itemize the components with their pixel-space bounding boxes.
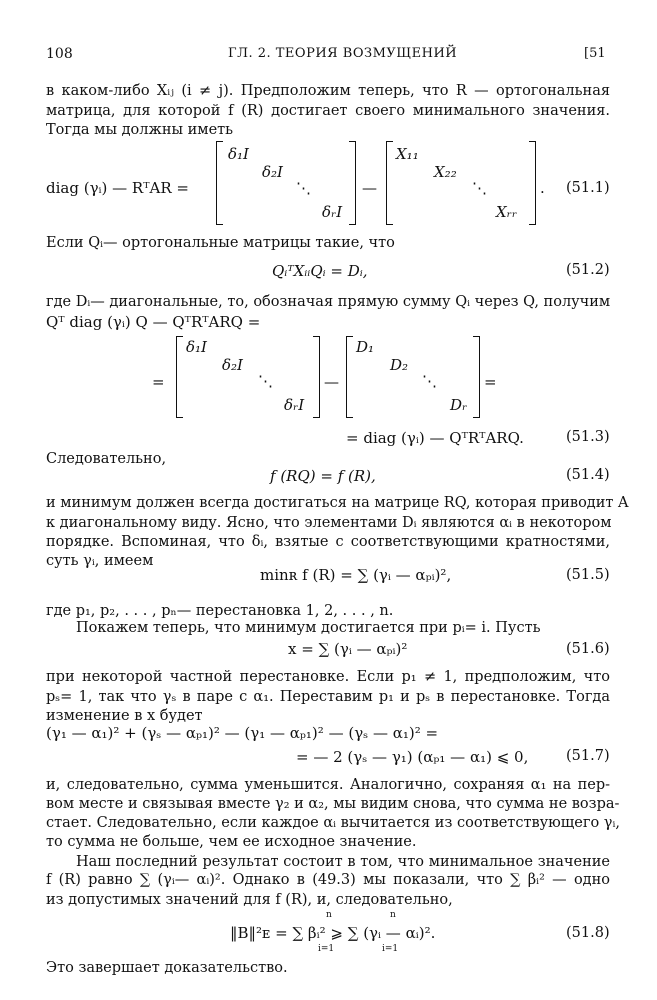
eq-number: (51.5) xyxy=(566,567,610,583)
matrix-entry: δᵣI xyxy=(322,203,343,221)
text-line: вом месте и связывая вместе γ₂ и α₂, мы видим снова, что сумма не возра- xyxy=(46,796,620,812)
eq-number: (51.8) xyxy=(566,925,610,941)
text-line: f (R) равно ∑ (γᵢ— αᵢ)². Однако в (49.3) мы показали, что ∑ βᵢ² — одно xyxy=(46,872,610,888)
eq-51-8: ‖B‖²ᴇ = ∑ βᵢ² ⩾ ∑ (γᵢ — αᵢ)². xyxy=(230,924,436,942)
matrix-x xyxy=(386,141,536,225)
matrix-entry: X₁₁ xyxy=(396,145,419,163)
sum-upper-limit: n xyxy=(390,910,396,920)
eq-end-dot: . xyxy=(540,179,545,197)
matrix-entry: ⋱ xyxy=(472,179,487,197)
running-title: ГЛ. 2. ТЕОРИЯ ВОЗМУЩЕНИЙ xyxy=(228,46,458,61)
eq-51-6: x = ∑ (γᵢ — αₚᵢ)² xyxy=(288,640,408,658)
matrix-entry: X₂₂ xyxy=(434,163,457,181)
matrix-entry: ⋱ xyxy=(258,372,273,390)
text-line: суть γᵢ, имеем xyxy=(46,553,154,569)
page-number: 108 xyxy=(46,46,73,62)
sum-upper-limit: n xyxy=(326,910,332,920)
eq-number: (51.6) xyxy=(566,641,610,657)
text-line: в каком-либо Xᵢⱼ (i ≠ j). Предположим теперь, что R — ортогональная xyxy=(46,83,610,99)
text-line: где Dᵢ— диагональные, то, обозначая прямую сумму Qᵢ через Q, получим xyxy=(46,294,611,310)
equals-sign: = xyxy=(152,373,165,391)
section-mark: [51 xyxy=(584,46,606,61)
matrix-d xyxy=(346,336,480,418)
text-line: и, следовательно, сумма уменьшится. Аналогично, сохраняя α₁ на пер- xyxy=(46,777,610,793)
matrix-entry: δ₂I xyxy=(222,356,243,374)
matrix-entry: δ₁I xyxy=(228,145,249,163)
matrix-entry: Dᵣ xyxy=(450,396,468,414)
matrix-entry: D₂ xyxy=(390,356,409,374)
text-line: порядке. Вспоминая, что δᵢ, взятые с соответствующими кратностями, xyxy=(46,534,610,550)
text-line: Следовательно, xyxy=(46,451,167,467)
text-line: к диагональному виду. Ясно, что элементами Dᵢ являются αᵢ в некотором xyxy=(46,515,612,531)
text-line: Покажем теперь, что минимум достигается при pᵢ= i. Пусть xyxy=(76,620,541,636)
text-line: то сумма не больше, чем ее исходное значение. xyxy=(46,834,417,850)
matrix-entry: δ₁I xyxy=(186,338,207,356)
matrix-delta xyxy=(216,141,356,225)
eq-number: (51.1) xyxy=(566,180,610,196)
text-line: стает. Следовательно, если каждое αᵢ вычитается из соответствующего γᵢ, xyxy=(46,815,620,831)
text-line: матрица, для которой f (R) достигает своего минимального значения. xyxy=(46,103,610,119)
text-line: где p₁, p₂, . . . , pₙ— перестановка 1, 2, . . . , n. xyxy=(46,603,394,619)
matrix-entry: δ₂I xyxy=(262,163,283,181)
equals-sign: = xyxy=(484,373,497,391)
text-line: при некоторой частной перестановке. Если p₁ ≠ 1, предположим, что xyxy=(46,669,610,685)
text-line: Это завершает доказательство. xyxy=(46,960,288,976)
eq-51-2: QᵢᵀXᵢᵢQᵢ = Dᵢ, xyxy=(272,262,368,280)
matrix-entry: ⋱ xyxy=(296,179,311,197)
eq-51-4: f (RQ) = f (R), xyxy=(270,467,376,485)
text-line: Если Qᵢ— ортогональные матрицы такие, что xyxy=(46,235,395,251)
matrix-entry: D₁ xyxy=(356,338,375,356)
eq-51-7-line1: (γ₁ — α₁)² + (γₛ — αₚ₁)² — (γ₁ — αₚ₁)² — (γₛ — α₁)² = xyxy=(46,724,439,742)
eq-number: (51.4) xyxy=(566,467,610,483)
text-line: и минимум должен всегда достигаться на матрице RQ, которая приводит A xyxy=(46,495,629,511)
text-line: pₛ= 1, так что γₛ в паре с α₁. Переставим p₁ и pₛ в перестановке. Тогда xyxy=(46,689,610,705)
sum-lower-limit: i=1 xyxy=(318,944,335,954)
matrix-entry: δᵣI xyxy=(284,396,305,414)
eq-51-5: minʀ f (R) = ∑ (γᵢ — αₚᵢ)², xyxy=(260,566,452,584)
eq-51-1-lhs: diag (γᵢ) — RᵀAR = xyxy=(46,179,189,197)
eq-51-3-line1: Qᵀ diag (γᵢ) Q — QᵀRᵀARQ = xyxy=(46,313,261,331)
text-line: из допустимых значений для f (R), и, следовательно, xyxy=(46,892,453,908)
matrix-delta xyxy=(176,336,320,418)
eq-number: (51.2) xyxy=(566,262,610,278)
eq-51-7-line2: = — 2 (γₛ — γ₁) (αₚ₁ — α₁) ⩽ 0, xyxy=(296,748,529,766)
minus-sign: — xyxy=(324,373,339,391)
matrix-entry: ⋱ xyxy=(422,372,437,390)
text-line: Наш последний результат состоит в том, что минимальное значение xyxy=(76,854,610,870)
matrix-entry: Xᵣᵣ xyxy=(496,203,518,221)
text-line: Тогда мы должны иметь xyxy=(46,122,234,138)
minus-sign: — xyxy=(362,179,377,197)
eq-number: (51.7) xyxy=(566,748,610,764)
eq-number: (51.3) xyxy=(566,429,610,445)
text-line: изменение в x будет xyxy=(46,708,203,724)
eq-51-3-last: = diag (γᵢ) — QᵀRᵀARQ. xyxy=(346,429,524,447)
sum-lower-limit: i=1 xyxy=(382,944,399,954)
